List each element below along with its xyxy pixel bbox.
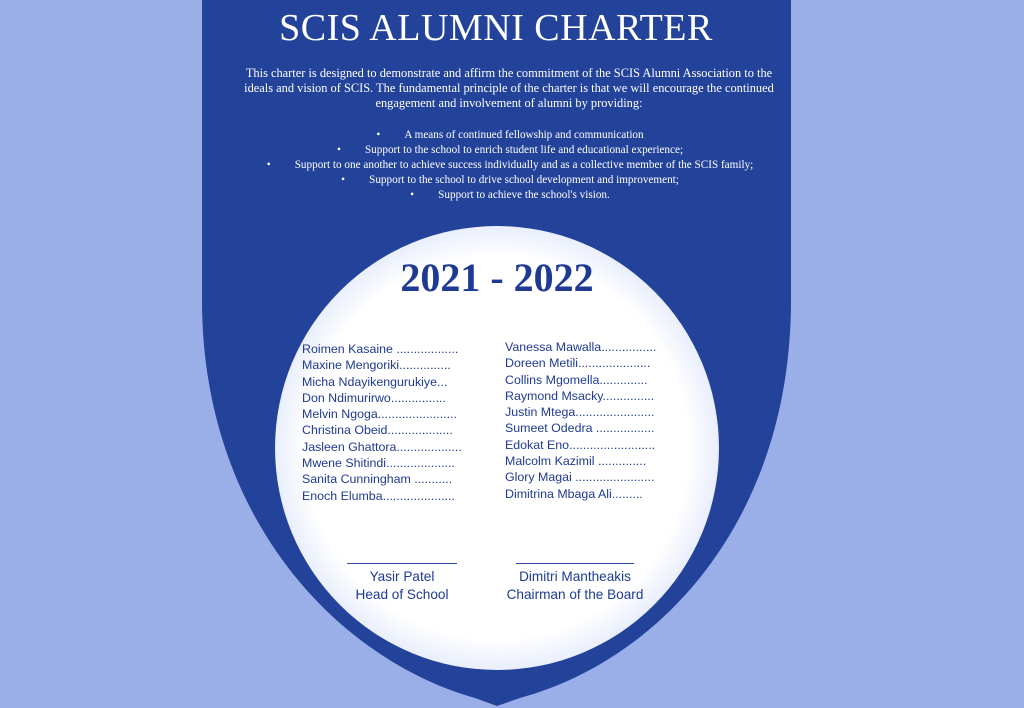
alumni-name: Christina Obeid................... [302, 423, 453, 438]
charter-intro: This charter is designed to demonstrate and affirm the commitment of the SCIS Alumni Association to the ideals and vision of SCIS. The fundamental principle of the charter is that we will encourage the continued engagement and involvement of alumni by providing: [244, 66, 774, 110]
alumni-name: Vanessa Mawalla................ [505, 340, 657, 354]
alumni-list-right [505, 339, 675, 502]
alumni-name: Jasleen Ghattora................... [302, 439, 462, 454]
alumni-name: Collins Mgomella.............. [505, 372, 648, 387]
alumni-name: Sumeet Odedra ................. [505, 421, 655, 436]
signatory-name: Yasir Patel [369, 569, 435, 584]
commitment-item: • A means of continued fellowship and communication [180, 128, 840, 143]
signatory-role: Chairman of the Board [506, 587, 644, 602]
alumni-name: Glory Magai ....................... [505, 470, 655, 485]
alumni-name: Dimitrina Mbaga Ali......... [505, 486, 643, 501]
commitment-item: • Support to the school to enrich student life and educational experience; [180, 143, 840, 158]
signature-line [347, 563, 457, 564]
alumni-name: Roimen Kasaine .................. [302, 342, 459, 356]
commitment-item: • Support to achieve the school's vision. [180, 188, 840, 203]
alumni-name: Mwene Shitindi.................... [302, 456, 455, 471]
commitment-item: • Support to the school to drive school development and improvement; [180, 173, 840, 188]
alumni-name: Maxine Mengoriki............... [302, 358, 451, 373]
signatory-name: Dimitri Mantheakis [519, 569, 631, 584]
alumni-name: Don Ndimurirwo................ [302, 390, 446, 405]
alumni-name: Doreen Metili..................... [505, 356, 651, 371]
alumni-name: Enoch Elumba..................... [302, 488, 455, 503]
alumni-list-left [302, 341, 467, 504]
signature-line [516, 563, 634, 564]
alumni-name: Micha Ndayikengurukiye... [302, 374, 448, 389]
page-title: SCIS ALUMNI CHARTER [279, 7, 713, 49]
term-years: 2021 - 2022 [400, 255, 594, 300]
signature-chairman [494, 563, 656, 604]
charter-commitments [180, 128, 840, 203]
signature-head-of-school [332, 563, 472, 604]
alumni-name: Sanita Cunningham ........... [302, 472, 453, 487]
alumni-name: Edokat Eno......................... [505, 437, 656, 452]
alumni-name: Raymond Msacky............... [505, 388, 655, 403]
commitment-item: • Support to one another to achieve success individually and as a collective member of the SCIS family; [180, 158, 840, 173]
alumni-name: Malcolm Kazimil .............. [505, 454, 647, 469]
alumni-name: Justin Mtega....................... [505, 405, 655, 420]
alumni-name: Melvin Ngoga....................... [302, 407, 457, 422]
signatory-role: Head of School [355, 587, 449, 602]
